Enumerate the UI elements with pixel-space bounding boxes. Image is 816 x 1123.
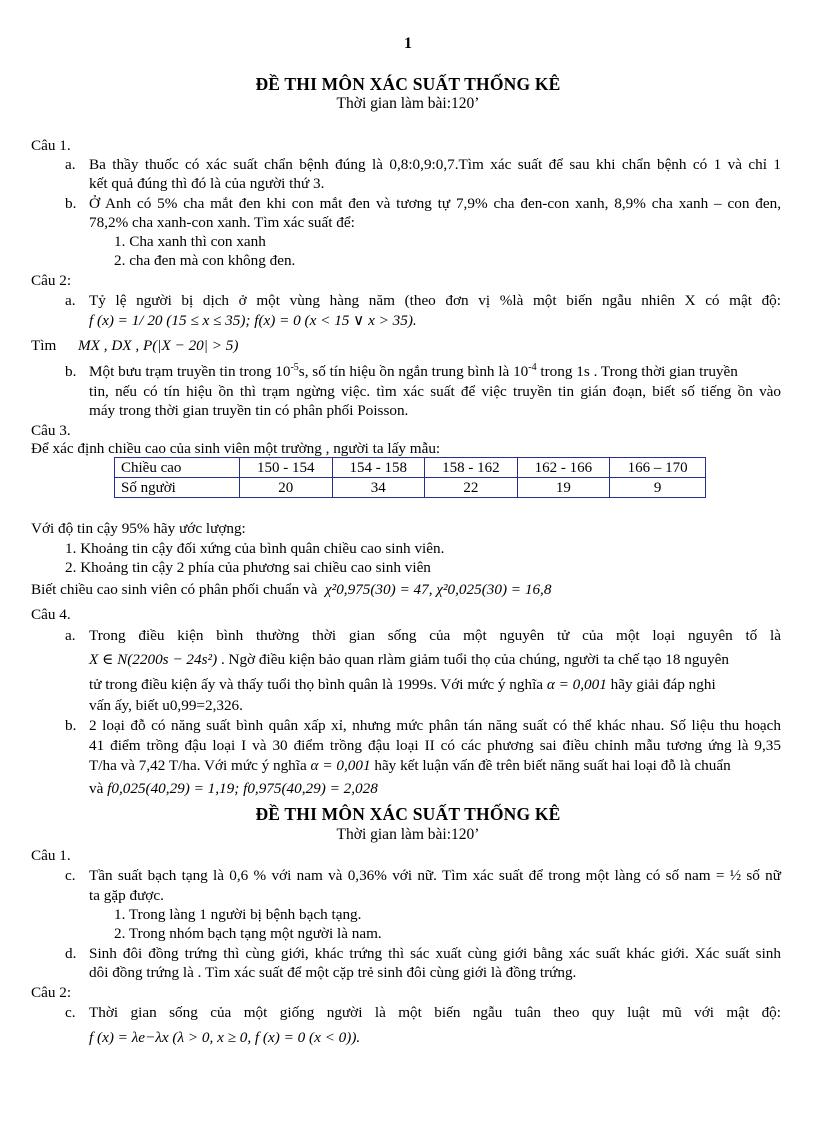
table-cell: 154 - 158 [332,458,425,478]
exam-time: Thời gian làm bài:120’ [336,95,480,112]
question-text: Tỷ lệ người bị dịch ở một vùng hàng năm (theo đơn vị %là một biến ngẫu nhiên X có mật độ: [89,292,781,309]
find-formula: MX , DX , P(|X − 20| > 5) [78,337,239,354]
exam-time: Thời gian làm bài:120’ [336,826,480,843]
table-cell: 9 [610,478,706,498]
question-text: T/ha và 7,42 T/ha. Với mức ý nghĩa α = 0,001 hãy kết luận vấn đề trên biết năng suất hai loại đỗ là chuẩn [89,757,731,774]
question-text: máy trong thời gian truyền tin có phân phối Poisson. [89,402,409,419]
question-text: Biết chiều cao sinh viên có phân phối chuẩn và χ²0,975(30) = 47, χ²0,025(30) = 16,8 [31,581,552,598]
question-text: kết quả đúng thì đó là của người thứ 3. [89,175,325,192]
table-cell: 34 [332,478,425,498]
question-text: Trong điều kiện bình thường thời gian sống của một nguyên tử của một loại nguyên tố là [89,627,781,644]
height-table [114,457,706,498]
question-label: Câu 2: [31,272,72,289]
item-marker: c. [65,1004,76,1021]
list-item: 2. cha đen mà con không đen. [114,252,296,269]
exponential-density-formula: f (x) = λe−λx (λ > 0, x ≥ 0, f (x) = 0 (x < 0)). [89,1029,361,1046]
item-marker: b. [65,717,77,734]
question-text: tin, nếu có tín hiệu ồn thì trạm ngừng việc. tìm xác suất để việc truyền tin gián đoạn, biết số tiếng ồn vào [89,383,781,400]
table-cell: 162 - 166 [517,458,610,478]
item-marker: a. [65,292,76,309]
item-marker: a. [65,627,76,644]
question-text: vấn ấy, biết u0,99=2,326. [89,697,243,714]
table-header-cell: Số người [115,478,240,498]
page-number: 1 [404,35,412,52]
question-text: và f0,025(40,29) = 1,19; f0,975(40,29) = 2,028 [89,780,378,797]
question-text: ta gặp được. [89,887,164,904]
question-label: Câu 2: [31,984,72,1001]
question-text: 2 loại đỗ có năng suất bình quân xấp xỉ, nhưng mức phân tán năng suất có thể khác nhau. Số liệu thu hoạch [89,717,781,734]
table-cell: 20 [240,478,333,498]
table-cell: 19 [517,478,610,498]
exam-title: ĐỀ THI MÔN XÁC SUẤT THỐNG KÊ [255,74,561,94]
list-item: 2. Khoảng tin cậy 2 phía của phương sai chiều cao sinh viên [65,559,431,576]
question-text: Ba thầy thuốc có xác suất chẩn bệnh đúng là 0,8:0,9:0,7.Tìm xác suất để sau khi chẩn bệnh có 1 và chỉ 1 [89,156,781,173]
density-formula: f (x) = 1/ 20 (15 ≤ x ≤ 35); f(x) = 0 (x < 15 ∨ x > 35). [89,312,417,329]
question-label: Câu 1. [31,137,71,154]
list-item: 2. Trong nhóm bạch tạng một người là nam. [114,925,382,942]
question-text: 78,2% cha xanh-con xanh. Tìm xác suất để: [89,214,355,231]
table-row [115,458,706,478]
question-text: 41 điểm trồng đậu loại I và 30 điểm trồng đậu loại II có các phương sai điều chỉnh mẫu tương ứng là 9,35 [89,737,781,754]
table-cell: 22 [425,478,518,498]
list-item: 1. Cha xanh thì con xanh [114,233,266,250]
table-cell: 166 – 170 [610,458,706,478]
question-label: Câu 3. [31,422,71,439]
table-cell: 150 - 154 [240,458,333,478]
question-text: X ∈ N(2200s − 24s²) . Ngờ điều kiện bảo quan rlàm giảm tuổi thọ của chúng, người ta chế tạo 18 nguyên [89,651,729,668]
list-item: 1. Khoảng tin cậy đối xứng của bình quân chiều cao sinh viên. [65,540,445,557]
question-text: Ở Anh có 5% cha mắt đen khi con mắt đen và tương tự 7,9% cha đen-con xanh, 8,9% cha xanh – con đen, [89,195,781,212]
question-text: dôi đồng trứng là . Tìm xác suất để một cặp trẻ sinh đôi cùng giới là đồng trứng. [89,964,577,981]
item-marker: b. [65,363,77,380]
item-marker: c. [65,867,76,884]
question-text: tử trong điều kiện ấy và thấy tuổi thọ bình quân là 1999s. Với mức ý nghĩa α = 0,001 hãy giải đáp nghi [89,676,716,693]
question-text: Với độ tin cậy 95% hãy ước lượng: [31,520,246,537]
f-distribution-formula: f0,025(40,29) = 1,19; f0,975(40,29) = 2,028 [107,780,378,797]
alpha-formula: α = 0,001 [546,676,607,693]
item-marker: b. [65,195,77,212]
question-text: Một bưu trạm truyền tin trong $10^{-5}s$, số tín hiệu ồn ngắn trung bình là $10^{-4}$ trong 1s . Trong thời gian truyền [89,361,738,380]
chi-square-formula: χ²0,975(30) = 47, χ²0,025(30) = 16,8 [324,581,552,598]
item-marker: d. [65,945,77,962]
list-item: 1. Trong làng 1 người bị bệnh bạch tạng. [114,906,362,923]
alpha-formula: α = 0,001 [310,757,371,774]
table-row [115,478,706,498]
question-text: Sinh đôi đồng trứng thì cùng giới, khác trứng thì sác xuất cùng giới bằng xác suất khác giới. Xác suất sinh [89,945,781,962]
question-text: Thời gian sống của một giống người là một biến ngẫu tuân theo quy luật mũ với mật độ: [89,1004,781,1021]
question-label: Câu 4. [31,606,71,623]
table-header-cell: Chiều cao [115,458,240,478]
question-label: Câu 1. [31,847,71,864]
exam-title: ĐỀ THI MÔN XÁC SUẤT THỐNG KÊ [255,804,561,824]
table-cell: 158 - 162 [425,458,518,478]
item-marker: a. [65,156,76,173]
normal-distribution-formula: X ∈ N(2200s − 24s²) [89,651,218,668]
question-text: Tần suất bạch tạng là 0,6 % với nam và 0,36% với nữ. Tìm xác suất để trong một làng có số nam = ½ số nữ [89,867,781,884]
find-label: Tìm [31,337,57,354]
question-text: Để xác định chiều cao của sinh viên một trường , người ta lấy mẫu: [31,440,441,457]
